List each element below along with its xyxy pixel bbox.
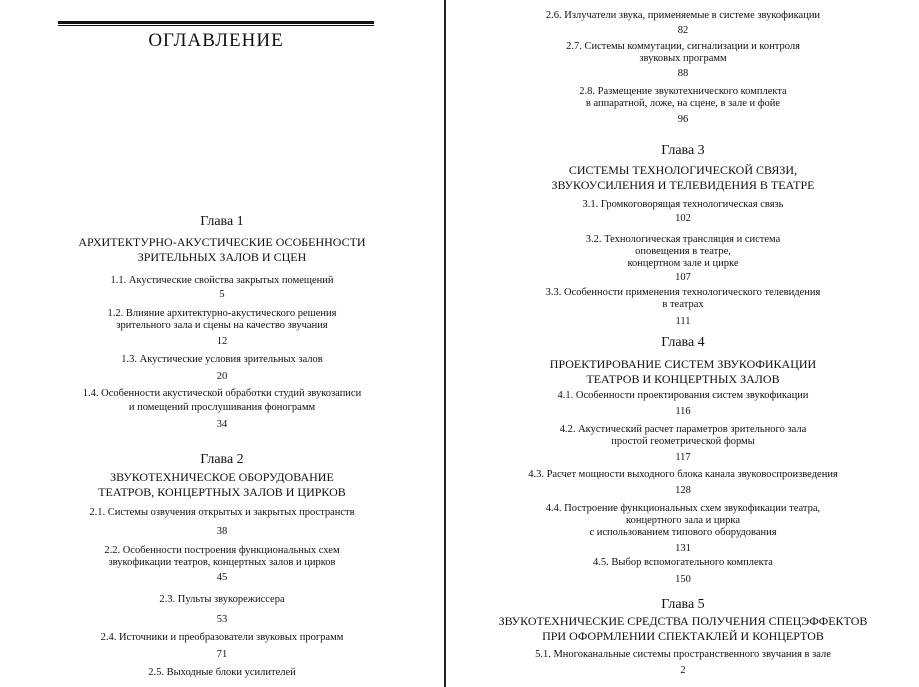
toc-entry-2-7: звуковых программ — [639, 53, 727, 64]
page-number: 111 — [675, 316, 691, 327]
toc-entry-1-1: 1.1. Акустические свойства закрытых помещений — [110, 275, 334, 286]
toc-entry-4-1: 4.1. Особенности проектирования систем звукофикации — [557, 390, 809, 401]
chapter-4-title: ПРОЕКТИРОВАНИЕ СИСТЕМ ЗВУКОФИКАЦИИ — [549, 357, 817, 371]
toc-entry-1-2: зрительного зала и сцены на качество звучания — [116, 320, 328, 331]
toc-entry-2-5: 2.5. Выходные блоки усилителей — [148, 667, 296, 678]
toc-entry-3-2: оповещения в театре, — [635, 246, 731, 257]
toc-entry-2-2: звукофикации театров, концертных залов и цирков — [108, 557, 336, 568]
page-number: 20 — [216, 371, 228, 382]
toc-entry-1-2: 1.2. Влияние архитектурно-акустического решения — [107, 308, 337, 319]
toc-entry-5-1: 5.1. Многоканальные системы пространственного звучания в зале — [535, 649, 831, 660]
toc-title: ОГЛАВЛЕНИЕ — [148, 30, 284, 51]
toc-entry-4-4: 4.4. Построение функциональных схем звукофикации театра, — [545, 503, 821, 514]
page-number: 96 — [677, 114, 689, 125]
page-number: 2 — [680, 665, 686, 676]
chapter-1-title: ЗРИТЕЛЬНЫХ ЗАЛОВ И СЦЕН — [137, 250, 307, 264]
page-number: 38 — [216, 526, 228, 537]
toc-entry-3-3: 3.3. Особенности применения технологического телевидения — [545, 287, 821, 298]
chapter-2-title: ЗВУКОТЕХНИЧЕСКОЕ ОБОРУДОВАНИЕ — [110, 470, 334, 484]
toc-entry-2-6: 2.6. Излучатели звука, применяемые в системе звукофикации — [545, 10, 821, 21]
toc-entry-2-8: в аппаратной, ложе, на сцене, в зале и фойе — [585, 98, 781, 109]
toc-entry-3-2: концертном зале и цирке — [627, 258, 739, 269]
toc-entry-3-2: 3.2. Технологическая трансляция и система — [585, 234, 781, 245]
toc-entry-4-5: 4.5. Выбор вспомогательного комплекта — [593, 557, 773, 568]
chapter-5-title: ПРИ ОФОРМЛЕНИИ СПЕКТАКЛЕЙ И КОНЦЕРТОВ — [542, 629, 824, 643]
chapter-1-title: АРХИТЕКТУРНО-АКУСТИЧЕСКИЕ ОСОБЕННОСТИ — [78, 235, 366, 249]
page-number: 12 — [216, 336, 228, 347]
page-number: 34 — [216, 419, 228, 430]
page-divider — [444, 0, 446, 687]
page-number: 53 — [216, 614, 228, 625]
toc-entry-2-2: 2.2. Особенности построения функциональных схем — [104, 545, 340, 556]
toc-entry-2-4: 2.4. Источники и преобразователи звуковых программ — [100, 632, 344, 643]
toc-entry-2-7: 2.7. Системы коммутации, сигнализации и контроля — [566, 41, 800, 52]
chapter-2-label: Глава 2 — [200, 452, 244, 467]
page-number: 107 — [675, 272, 691, 283]
toc-entry-1-4: и помещений прослушивания фонограмм — [128, 402, 316, 413]
chapter-5-label: Глава 5 — [661, 597, 705, 612]
toc-entry-4-2: 4.2. Акустический расчет параметров зрительного зала — [559, 424, 807, 435]
chapter-3-title: СИСТЕМЫ ТЕХНОЛОГИЧЕСКОЙ СВЯЗИ, — [568, 163, 798, 177]
chapter-3-label: Глава 3 — [661, 143, 705, 158]
page-number: 88 — [677, 68, 689, 79]
toc-entry-2-3: 2.3. Пульты звукорежиссера — [159, 594, 285, 605]
toc-entry-1-3: 1.3. Акустические условия зрительных залов — [121, 354, 323, 365]
toc-entry-4-3: 4.3. Расчет мощности выходного блока канала звуковоспроизведения — [528, 469, 838, 480]
toc-entry-2-8: 2.8. Размещение звукотехнического комплекта — [579, 86, 787, 97]
chapter-1-label: Глава 1 — [200, 214, 244, 229]
toc-entry-3-1: 3.1. Громкоговорящая технологическая связь — [582, 199, 784, 210]
toc-entry-2-1: 2.1. Системы озвучения открытых и закрытых пространств — [89, 507, 355, 518]
page-number: 45 — [216, 572, 228, 583]
page-number: 102 — [675, 213, 691, 224]
right-page — [447, 0, 919, 687]
chapter-3-title: ЗВУКОУСИЛЕНИЯ И ТЕЛЕВИДЕНИЯ В ТЕАТРЕ — [551, 178, 815, 192]
toc-entry-4-4: концертного зала и цирка — [626, 515, 740, 526]
chapter-4-title: ТЕАТРОВ И КОНЦЕРТНЫХ ЗАЛОВ — [586, 372, 780, 386]
page-number: 116 — [675, 406, 691, 417]
toc-entry-4-4: с использованием типового оборудования — [589, 527, 777, 538]
page-number: 131 — [675, 543, 691, 554]
chapter-4-label: Глава 4 — [661, 335, 705, 350]
page-number: 150 — [675, 574, 691, 585]
page-number: 128 — [675, 485, 691, 496]
page-number: 71 — [216, 649, 228, 660]
toc-entry-1-4: 1.4. Особенности акустической обработки студий звукозаписи — [82, 388, 362, 399]
toc-entry-4-2: простой геометрической формы — [611, 436, 755, 447]
page-number: 82 — [677, 25, 689, 36]
title-rule-thin — [58, 25, 374, 26]
toc-entry-3-3: в театрах — [662, 299, 704, 310]
title-rule-thick — [58, 21, 374, 24]
page-number: 117 — [675, 452, 691, 463]
chapter-2-title: ТЕАТРОВ, КОНЦЕРТНЫХ ЗАЛОВ И ЦИРКОВ — [98, 485, 346, 499]
page-number: 5 — [219, 289, 225, 300]
left-page — [0, 0, 444, 687]
chapter-5-title: ЗВУКОТЕХНИЧЕСКИЕ СРЕДСТВА ПОЛУЧЕНИЯ СПЕЦЭФФЕКТОВ — [498, 614, 868, 628]
